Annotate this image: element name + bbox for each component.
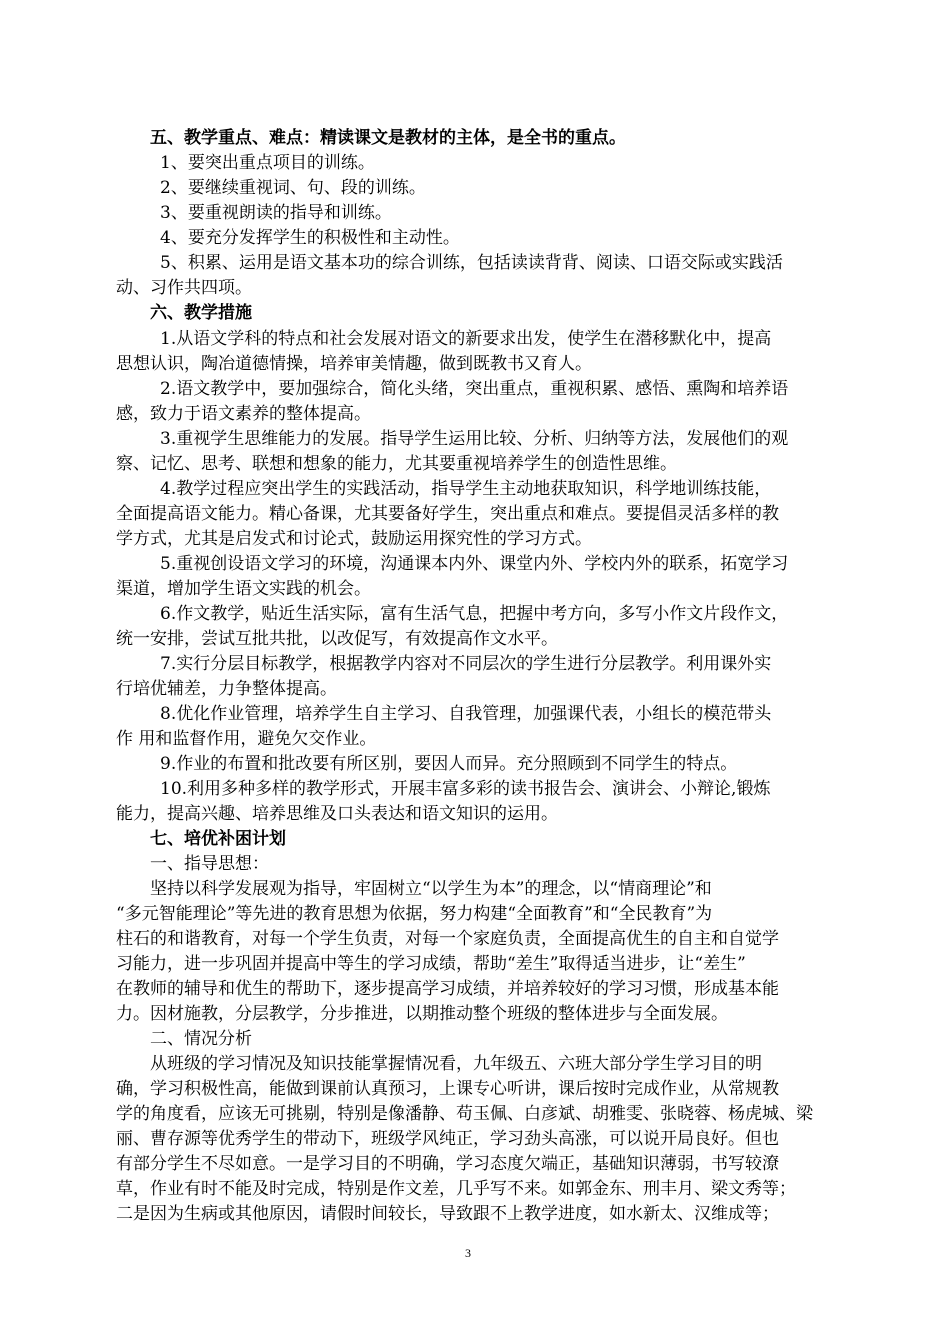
text-line: 二是因为生病或其他原因，请假时间较长，导致跟不上教学进度，如水新太、汉维成等； <box>116 1204 779 1224</box>
section-heading-7: 七、培优补困计划 <box>150 829 286 849</box>
text-line: 有部分学生不尽如意。一是学习目的不明确，学习态度欠端正，基础知识薄弱，书写较潦 <box>116 1154 779 1174</box>
text-line: 察、记忆、思考、联想和想象的能力，尤其要重视培养学生的创造性思维。 <box>116 454 677 474</box>
text-line: 能力，提高兴趣、培养思维及口头表达和语文知识的运用。 <box>116 804 558 824</box>
text-line: 10.利用多种多样的教学形式，开展丰富多彩的读书报告会、演讲会、小辩论,锻炼 <box>160 779 771 799</box>
text-line: 4.教学过程应突出学生的实践活动，指导学生主动地获取知识，科学地训练技能， <box>160 479 772 499</box>
text-line: 3、要重视朗读的指导和训练。 <box>160 203 392 223</box>
text-line: 动、习作共四项。 <box>116 278 252 298</box>
section-heading-6: 六、教学措施 <box>150 303 252 323</box>
subheading: 一、指导思想： <box>150 854 269 874</box>
text-line: 2、要继续重视词、句、段的训练。 <box>160 178 426 198</box>
text-line: 1.从语文学科的特点和社会发展对语文的新要求出发，使学生在潜移默化中，提高 <box>160 329 772 349</box>
text-line: 柱石的和谐教育，对每一个学生负责，对每一个家庭负责，全面提高优生的自主和自觉学 <box>116 929 779 949</box>
text-line: 习能力，进一步巩固并提高中等生的学习成绩，帮助“差生”取得适当进步，让“差生” <box>116 954 746 974</box>
text-line: 感，致力于语文素养的整体提高。 <box>116 404 371 424</box>
text-line: 5、积累、运用是语文基本功的综合训练，包括读读背背、阅读、口语交际或实践活 <box>160 253 783 273</box>
text-line: 5.重视创设语文学习的环境，沟通课本内外、课堂内外、学校内外的联系，拓宽学习 <box>160 554 789 574</box>
text-line: 丽、曹存源等优秀学生的带动下，班级学风纯正，学习劲头高涨，可以说开局良好。但也 <box>116 1129 779 1149</box>
text-line: 力。因材施教，分层教学，分步推进，以期推动整个班级的整体进步与全面发展。 <box>116 1004 728 1024</box>
text-line: 4、要充分发挥学生的积极性和主动性。 <box>160 228 460 248</box>
page-number: 3 <box>465 1246 471 1260</box>
text-line: 8.优化作业管理，培养学生自主学习、自我管理，加强课代表，小组长的模范带头 <box>160 704 772 724</box>
text-line: 作 用和监督作用，避免欠交作业。 <box>116 729 377 749</box>
text-line: 6.作文教学，贴近生活实际，富有生活气息，把握中考方向，多写小作文片段作文， <box>160 604 789 624</box>
text-line: 2.语文教学中，要加强综合，简化头绪，突出重点，重视积累、感悟、熏陶和培养语 <box>160 379 789 399</box>
section-heading-5: 五、教学重点、难点：精读课文是教材的主体，是全书的重点。 <box>150 128 626 148</box>
text-line: “多元智能理论”等先进的教育思想为依据，努力构建“全面教育”和“全民教育”为 <box>116 904 713 924</box>
text-line: 行培优辅差，力争整体提高。 <box>116 679 337 699</box>
text-line: 3.重视学生思维能力的发展。指导学生运用比较、分析、归纳等方法，发展他们的观 <box>160 429 789 449</box>
text-line: 9.作业的布置和批改要有所区别，要因人而异。充分照顾到不同学生的特点。 <box>160 754 738 774</box>
text-line: 渠道，增加学生语文实践的机会。 <box>116 579 371 599</box>
text-line: 从班级的学习情况及知识技能掌握情况看，九年级五、六班大部分学生学习目的明 <box>150 1054 762 1074</box>
text-line: 1、要突出重点项目的训练。 <box>160 153 375 173</box>
text-line: 学方式，尤其是启发式和讨论式，鼓励运用探究性的学习方式。 <box>116 529 592 549</box>
text-line: 在教师的辅导和优生的帮助下，逐步提高学习成绩，并培养较好的学习习惯，形成基本能 <box>116 979 779 999</box>
text-line: 草，作业有时不能及时完成，特别是作文差，几乎写不来。如郭金东、刑丰月、梁文秀等； <box>116 1179 796 1199</box>
text-line: 统一安排，尝试互批共批，以改促写，有效提高作文水平。 <box>116 629 558 649</box>
text-line: 思想认识，陶冶道德情操，培养审美情趣，做到既教书又育人。 <box>116 354 592 374</box>
text-line: 全面提高语文能力。精心备课，尤其要备好学生，突出重点和难点。要提倡灵活多样的教 <box>116 504 779 524</box>
text-line: 坚持以科学发展观为指导，牢固树立“以学生为本”的理念，以“情商理论”和 <box>150 879 712 899</box>
text-line: 7.实行分层目标教学，根据教学内容对不同层次的学生进行分层教学。利用课外实 <box>160 654 772 674</box>
text-line: 学的角度看，应该无可挑剔，特别是像潘静、苟玉佩、白彦斌、胡雅雯、张晓蓉、杨虎城、梁 <box>116 1104 813 1124</box>
subheading: 二、情况分析 <box>150 1029 252 1049</box>
text-line: 确，学习积极性高，能做到课前认真预习，上课专心听讲，课后按时完成作业，从常规教 <box>116 1079 779 1099</box>
